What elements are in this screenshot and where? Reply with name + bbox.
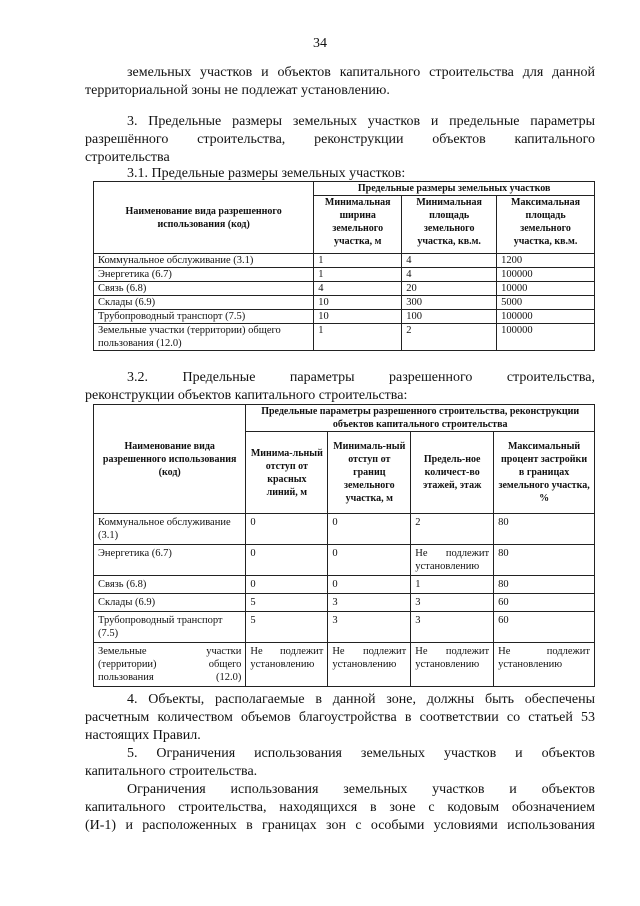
table1-cell-name: Земельные участки (территории) общего пользования (12.0)	[94, 324, 314, 351]
table2-header-max-floors: Предель-ное количест-во этажей, этаж	[411, 432, 494, 514]
land-plot-sizes-table	[93, 181, 595, 351]
table1-cell-name: Энергетика (6.7)	[94, 268, 314, 282]
construction-parameters-table	[93, 404, 595, 687]
table2-cell: Не подлежит установлению	[411, 643, 494, 687]
table1-cell: 1200	[497, 254, 595, 268]
table2-cell: 3	[328, 594, 411, 612]
table2-cell: 0	[246, 545, 328, 576]
section32-line-1: 3.2. Предельные параметры разрешенного строительства,	[127, 370, 595, 385]
table2-cell: 80	[494, 545, 595, 576]
table1-cell: 10	[314, 310, 402, 324]
table1-header-name: Наименование вида разрешенного использования (код)	[94, 182, 314, 254]
table2-cell: Не подлежит установлению	[246, 643, 328, 687]
table2-cell-name: Коммунальное обслуживание (3.1)	[94, 514, 246, 545]
table-row	[94, 545, 595, 576]
table1-cell-name: Трубопроводный транспорт (7.5)	[94, 310, 314, 324]
table2-cell-name: Трубопроводный транспорт (7.5)	[94, 612, 246, 643]
table1-cell: 100000	[497, 268, 595, 282]
table2-cell: 0	[328, 514, 411, 545]
table1-cell: 1	[314, 268, 402, 282]
table1-cell: 4	[314, 282, 402, 296]
table-row	[94, 612, 595, 643]
section5-line-1: 5. Ограничения использования земельных участков и объектов	[127, 746, 595, 761]
table2-cell: 60	[494, 594, 595, 612]
section4-line-2: расчетным количеством объемов благоустройства в соответствии со статьей 53	[85, 710, 595, 725]
table2-header-group: Предельные параметры разрешенного строительства, реконструкции объектов капитального строительства	[246, 405, 595, 432]
table1-header-min-width: Минимальная ширина земельного участка, м	[314, 196, 402, 254]
table-row	[94, 310, 595, 324]
table2-cell: 3	[328, 612, 411, 643]
intro-line-1: земельных участков и объектов капитального строительства для данной	[127, 65, 595, 80]
table2-cell: Не подлежит установлению	[494, 643, 595, 687]
table2-cell: 2	[411, 514, 494, 545]
table1-cell: 1	[314, 254, 402, 268]
restrictions-line-2: капитального строительства, находящихся в зоне с кодовым обозначением	[85, 800, 595, 815]
table2-cell: 1	[411, 576, 494, 594]
table2-cell: Не подлежит установлению	[328, 643, 411, 687]
table1-cell: 4	[402, 268, 497, 282]
table2-cell: 60	[494, 612, 595, 643]
table1-cell: 300	[402, 296, 497, 310]
table1-cell: 100	[402, 310, 497, 324]
table1-cell-name: Склады (6.9)	[94, 296, 314, 310]
table2-cell-name: Земельные участки (территории) общего пользования (12.0)	[94, 643, 246, 687]
table1-header-min-area: Минимальная площадь земельного участка, кв.м.	[402, 196, 497, 254]
section3-line-3: строительства	[85, 150, 170, 165]
section3-line-1: 3. Предельные размеры земельных участков и предельные параметры	[127, 114, 595, 129]
table2-cell: 0	[328, 545, 411, 576]
table2-cell-name: Энергетика (6.7)	[94, 545, 246, 576]
table-row	[94, 282, 595, 296]
table2-cell: 80	[494, 576, 595, 594]
table-row	[94, 594, 595, 612]
table1-cell: 2	[402, 324, 497, 351]
intro-line-2: территориальной зоны не подлежат установлению.	[85, 83, 390, 98]
table1-cell: 20	[402, 282, 497, 296]
table2-cell: Не подлежит установлению	[411, 545, 494, 576]
table2-cell: 0	[246, 514, 328, 545]
table1-cell: 4	[402, 254, 497, 268]
table1-cell: 1	[314, 324, 402, 351]
table2-cell-name: Связь (6.8)	[94, 576, 246, 594]
table-row	[94, 643, 595, 687]
table1-header-group: Предельные размеры земельных участков	[314, 182, 595, 196]
table1-cell-name: Связь (6.8)	[94, 282, 314, 296]
restrictions-line-3: (И-1) и расположенных в границах зон с особыми условиями использования	[85, 818, 595, 833]
table2-header-max-coverage: Максимальный процент застройки в границах земельного участка, %	[494, 432, 595, 514]
table1-cell: 10	[314, 296, 402, 310]
section31-title: 3.1. Предельные размеры земельных участков:	[127, 166, 406, 181]
table-row	[94, 324, 595, 351]
table1-header-max-area: Максимальная площадь земельного участка, кв.м.	[497, 196, 595, 254]
table1-cell: 100000	[497, 324, 595, 351]
section4-line-1: 4. Объекты, располагаемые в данной зоне, должны быть обеспечены	[127, 692, 595, 707]
table1-cell-name: Коммунальное обслуживание (3.1)	[94, 254, 314, 268]
section3-line-2: разрешённого строительства, реконструкции объектов капитального	[85, 132, 595, 147]
table1-cell: 100000	[497, 310, 595, 324]
table2-cell: 0	[328, 576, 411, 594]
table-row	[94, 268, 595, 282]
table2-cell-name: Склады (6.9)	[94, 594, 246, 612]
table-row	[94, 576, 595, 594]
table2-cell: 5	[246, 594, 328, 612]
restrictions-line-1: Ограничения использования земельных участков и объектов	[127, 782, 595, 797]
table2-header-boundary-setback: Минималь-ный отступ от границ земельного участка, м	[328, 432, 411, 514]
table2-cell: 3	[411, 594, 494, 612]
table1-cell: 5000	[497, 296, 595, 310]
table2-cell: 0	[246, 576, 328, 594]
section32-line-2: реконструкции объектов капитального строительства:	[85, 388, 408, 403]
table2-header-name: Наименование вида разрешенного использования (код)	[94, 405, 246, 514]
section5-line-2: капитального строительства.	[85, 764, 258, 779]
table-row	[94, 296, 595, 310]
table2-header-red-line-setback: Минима-льный отступ от красных линий, м	[246, 432, 328, 514]
table-row	[94, 514, 595, 545]
table1-cell: 10000	[497, 282, 595, 296]
table2-cell: 3	[411, 612, 494, 643]
table2-cell: 5	[246, 612, 328, 643]
section4-line-3: настоящих Правил.	[85, 728, 201, 743]
page-number: 34	[313, 36, 327, 51]
table2-cell: 80	[494, 514, 595, 545]
table-row	[94, 254, 595, 268]
